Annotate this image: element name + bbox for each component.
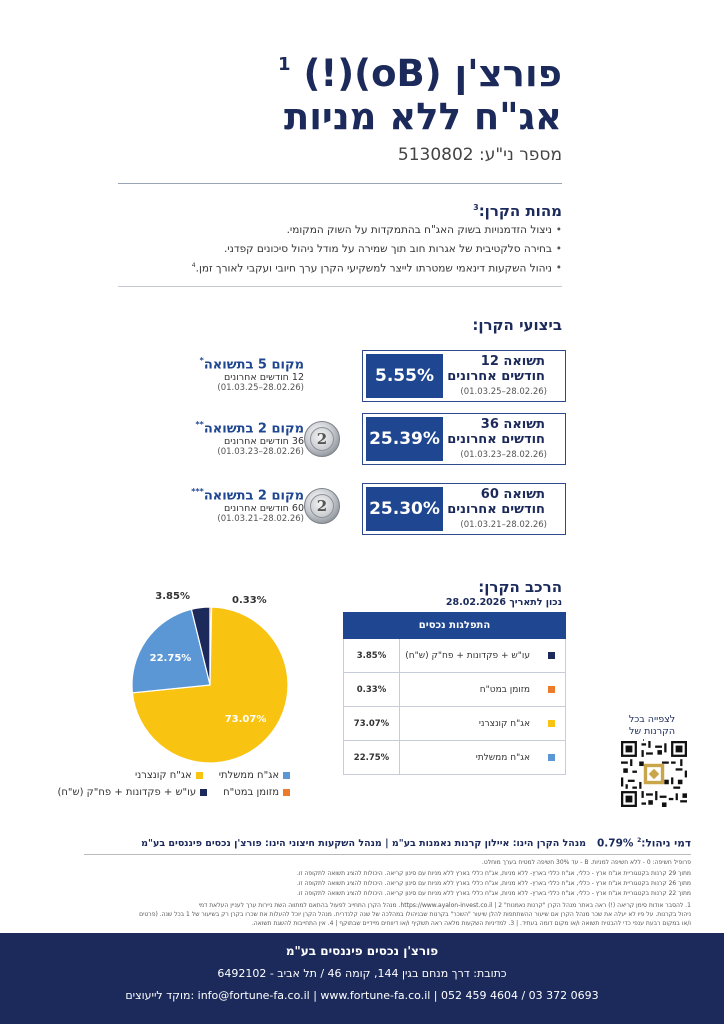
- rank-block-60m: [191, 487, 304, 524]
- fund-title: [278, 52, 562, 95]
- performance-period-line1: תשואה 36: [480, 417, 545, 432]
- asset-name: מזומן במט"ח: [479, 684, 530, 695]
- performance-heading: ביצועי הקרן:: [472, 316, 562, 334]
- performance-box-36m: [362, 413, 566, 465]
- legend-item: [219, 770, 290, 781]
- asset-name: אג"ח ממשלתי: [475, 752, 530, 763]
- security-number: מספר ני"ע: 5130802: [397, 145, 562, 165]
- table-row: [343, 707, 566, 741]
- footer: [0, 933, 724, 1024]
- pie-data-label: 3.85%: [155, 591, 190, 602]
- title-footnote-mark: 1: [278, 54, 291, 75]
- performance-period-line1: תשואה 12: [480, 354, 545, 369]
- allocation-pie-chart: [120, 585, 300, 765]
- footnote-legend: פרופיל חשיפה: 0 - ללא חשיפה למניות. B - עד 30% חשיפה למטיח בערך מוחלט.: [481, 859, 691, 866]
- composition-heading: הרכב הקרן:: [478, 578, 562, 596]
- qr-caption-line2: הקרנות של: [628, 726, 676, 737]
- legend-item: [57, 787, 207, 798]
- rank-footnote-mark: **: [195, 420, 204, 429]
- rank-dates: (01.03.21–28.02.26): [217, 514, 304, 525]
- legend-label: עו"ש + פקדונות + פח"ק (ש"ח): [57, 787, 197, 798]
- essence-bullet-sup: 4: [191, 262, 196, 269]
- footnote-star3: מתוך 22 קרנות בקטגוריית אג"ח ארץ - כללי, אג"ח כללי בארץ- ללא מניות, אג"ח כללי בארץ ללא מניות עם סינון קריאה. היכולות להציג תשואה לתקופה זו.: [296, 890, 691, 897]
- essence-heading-text: מהות הקרן:: [478, 202, 562, 220]
- table-row: [343, 673, 566, 707]
- performance-value: 5.55%: [366, 354, 443, 398]
- fee-value: 0.79%: [596, 837, 634, 850]
- table-row: [343, 639, 566, 673]
- rank-title: [200, 356, 304, 372]
- footnote-note1: 1. להסבר אודות סימן קריאה (!) ראה באתר מנהל הקרן "קרנות נאמנות" https://www.ayalon-invest.co.il | 2. מנהל הקרן התחייב לפעול בהתאם למתווה השת ניירות ערך לעניין העלאת דמי: [198, 902, 691, 909]
- essence-heading: [473, 202, 562, 220]
- legend-swatch: [200, 789, 207, 796]
- performance-box-12m: [362, 350, 566, 402]
- legend-item: [135, 770, 203, 781]
- performance-value: 25.39%: [366, 417, 443, 461]
- fund-title-text: פורצ'ן (oB)(!): [303, 52, 562, 95]
- qr-caption-line1: לצפייה בכל: [628, 714, 676, 725]
- rank-period: 60 חודשים אחרונים: [223, 503, 304, 515]
- composition-date: נכון לתאריך 28.02.2026: [445, 597, 562, 608]
- essence-bullet: • בחירה סלקטיבית של אגרות חוב תוך שמירה על מודל ניהול סיכונים קפדני.: [122, 243, 562, 255]
- performance-box-60m: [362, 483, 566, 535]
- rank-dates: (01.03.23–28.02.26): [217, 447, 304, 458]
- rank-footnote-mark: *: [199, 356, 204, 365]
- essence-heading-sup: 3: [473, 203, 479, 212]
- color-swatch: [548, 754, 555, 761]
- legend-swatch: [283, 772, 290, 779]
- pie-data-label: 73.07%: [224, 713, 267, 725]
- performance-dates: (01.03.21–28.02.26): [460, 520, 547, 530]
- footnote-note5: ו/או במקום רבעת ענפי כדי להבטיח תשואה ו/או מקום דומה בעתיד. | 3. למדיניות השקעות מלאה ראה תשקיף ו/או דיווחים מיידיים שבתוקף | 4. אין התחייבות להשגת תשואה.: [251, 920, 691, 927]
- footer-company: פורצ'ן נכסים פיננסים בע"מ: [285, 944, 439, 958]
- rank-period: 36 חודשים אחרונים: [223, 436, 304, 448]
- medal-rank-number: 2: [310, 494, 334, 518]
- asset-pct: 3.85%: [344, 639, 400, 672]
- rank-title-text: מקום 2 בתשואה: [203, 421, 304, 437]
- divider: [118, 183, 562, 184]
- rank-footnote-mark: ***: [191, 487, 204, 496]
- footnote-star2: מתוך 26 קרנות בקטגוריית אג"ח ארץ - כללי, אג"ח כללי בארץ- ללא מניות, אג"ח כללי בארץ ללא מניות עם סינון קריאה. היכולות להציג תשואה לתקופה זו.: [296, 880, 691, 887]
- rank-title: [191, 487, 304, 503]
- color-swatch: [548, 686, 555, 693]
- performance-period-line2: חודשים אחרונים: [447, 502, 545, 517]
- performance-dates: (01.03.23–28.02.26): [460, 450, 547, 460]
- rank-title: [195, 420, 304, 436]
- legend-row: [57, 787, 290, 798]
- qr-code-icon[interactable]: [621, 741, 687, 807]
- allocation-table: [343, 612, 566, 775]
- legend-swatch: [196, 772, 203, 779]
- performance-dates: (01.03.25–28.02.26): [460, 387, 547, 397]
- pie-data-label: 0.33%: [232, 595, 267, 606]
- legend-label: מזומן במט"ח: [223, 787, 279, 798]
- performance-period-line1: תשואה 60: [480, 487, 545, 502]
- rank-period: 12 חודשים אחרונים: [223, 372, 304, 384]
- table-row: [343, 741, 566, 775]
- footer-address: כתובת: דרך מנחם בגין 144, קומה 46 / תל אביב - 6492102: [217, 967, 507, 980]
- footnote-note2: ניהול בקרנות. על פיו לא יעלה את שכר מנהל הקרן אם שיעור ההשתתפות להלן שיעור "השכר" בקרנות שבניהולו במהלכה של שנה קלנדרית. מנהל הקרן יוכל להעלות את שכרו בקרן רק בשיעור של 1 בכל שנה. (פרטים: [139, 911, 691, 918]
- asset-pct: 73.07%: [344, 707, 400, 740]
- rank-title-text: מקום 5 בתשואה: [203, 357, 304, 373]
- divider: [118, 286, 562, 287]
- asset-pct: 22.75%: [344, 741, 400, 774]
- performance-value: 25.30%: [366, 487, 443, 531]
- asset-name: אג"ח קונצרני: [478, 718, 530, 729]
- management-fee: [597, 837, 691, 850]
- essence-list: [122, 224, 562, 282]
- essence-bullet: [122, 262, 562, 275]
- fee-label: דמי ניהול:: [641, 837, 691, 850]
- rank-dates: (01.03.25–28.02.26): [217, 383, 304, 394]
- essence-bullet: • ניצול הזדמנויות בשוק האג"ח בהתמקדות על השוק המקומי.: [122, 224, 562, 236]
- essence-bullet-text: ניהול השקעות דינאמי שמטרתו לייצר למשקיעי הקרן ערך חיובי ועקבי לאורך זמן.: [195, 262, 552, 275]
- manager-line: מנהל הקרן הינו: איילון קרנות נאמנות בע"מ | מנהל השקעות חיצוני הינו: פורצ'ן נכסים פיננסים בע"מ: [141, 838, 586, 849]
- chart-legend: [57, 770, 290, 804]
- medal-rank-number: 2: [310, 427, 334, 451]
- silver-medal-icon: [304, 488, 340, 524]
- legend-label: אג"ח קונצרני: [134, 770, 192, 781]
- fee-footnote-mark: 2: [637, 837, 642, 844]
- asset-name: עו"ש + פקדונות + פח"ק (ש"ח): [405, 650, 530, 661]
- footer-contact[interactable]: info@fortune-fa.co.il | www.fortune-fa.co.il | 052 459 4604 / 03 372 0693 :מוקד לייעוצים: [125, 989, 599, 1002]
- performance-period-line2: חודשים אחרונים: [447, 432, 545, 447]
- pie-data-label: 22.75%: [149, 653, 192, 665]
- legend-row: [57, 770, 290, 781]
- footnote-star1: מתוך 29 קרנות בקטגוריית אג"ח ארץ - כללי, אג"ח כללי בארץ- ללא מניות, אג"ח כללי בארץ ללא מניות עם סינון קריאה. היכולות להציג תשואה לתקופה זו.: [296, 870, 691, 877]
- silver-medal-icon: [304, 421, 340, 457]
- fund-subtitle: אג"ח ללא מניות: [283, 95, 562, 138]
- asset-pct: 0.33%: [344, 673, 400, 706]
- color-swatch: [548, 720, 555, 727]
- allocation-table-header: התפלגות נכסים: [343, 612, 566, 639]
- performance-period-line2: חודשים אחרונים: [447, 369, 545, 384]
- legend-swatch: [283, 789, 290, 796]
- color-swatch: [548, 652, 555, 659]
- legend-label: אג"ח ממשלתי: [218, 770, 279, 781]
- rank-block-12m: [200, 356, 304, 393]
- legend-item: [223, 787, 290, 798]
- rank-block-36m: [195, 420, 304, 457]
- rank-title-text: מקום 2 בתשואה: [203, 488, 304, 504]
